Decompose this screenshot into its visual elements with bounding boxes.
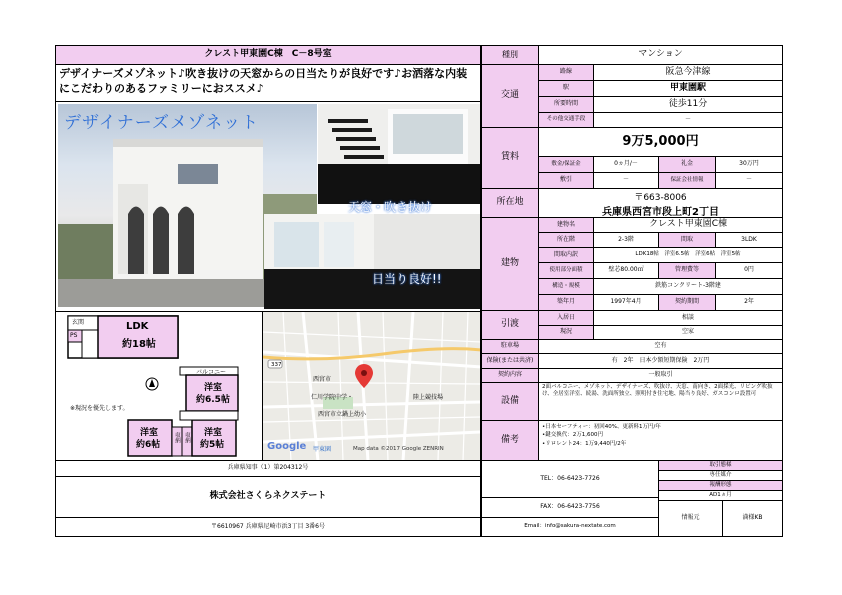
handover-label: 引渡 xyxy=(481,310,539,340)
map-label-1: 仁川学院中学・ xyxy=(311,394,354,401)
map-label-2: 陸上競技場 xyxy=(413,394,444,401)
map[interactable] xyxy=(263,312,481,461)
floor-value: 2-3階 xyxy=(593,232,659,248)
remarks-label: 備考 xyxy=(481,420,539,461)
room3-size: 約5帖 xyxy=(200,440,225,450)
area-label: 使用部分面積 xyxy=(538,262,594,279)
station-value: 甲東園駅 xyxy=(593,80,783,97)
parking-label: 駐車場 xyxy=(481,339,539,354)
license: 兵庫県知事（1）第204312号 xyxy=(55,460,481,477)
insurance2-label: 保険(または共済) xyxy=(481,353,539,369)
type-label: 種別 xyxy=(481,45,539,65)
floorplan-note: ※現況を優先します。 xyxy=(70,405,129,412)
address-label: 所在地 xyxy=(481,188,539,218)
deposit-value: 0ヵ月/－ xyxy=(593,156,659,173)
trade-mode-value: 専任媒介 xyxy=(658,470,783,481)
other-transport-value: － xyxy=(593,112,783,128)
map-label-4: 甲東園 xyxy=(313,446,332,453)
room2-size: 約6帖 xyxy=(136,440,161,450)
time-label: 所要時間 xyxy=(538,96,594,113)
entrance-label: 玄関 xyxy=(72,319,85,326)
structure-value: 鉄筋コンクリート-3階建 xyxy=(593,278,783,295)
source-label: 情報元 xyxy=(658,500,723,537)
shikibiki-label: 敷引 xyxy=(538,172,594,189)
other-transport-label: その他交通手段 xyxy=(538,112,594,128)
email[interactable]: Email：info@sakura-nextate.com xyxy=(481,517,659,537)
built-value: 1997年4月 xyxy=(593,294,659,311)
transport-label: 交通 xyxy=(481,64,539,128)
mgmt-fee-label: 管理費等 xyxy=(658,262,716,279)
key-money-value: 30万円 xyxy=(715,156,783,173)
type-value: マンション xyxy=(538,45,783,65)
catch-copy: デザイナーズメゾネット♪吹き抜けの天窓からの日当たりが良好です♪お洒落な内装にこだわりのあるファミリーにおススメ♪ xyxy=(55,65,481,102)
address-value: 兵庫県西宮市段上町2丁目 xyxy=(602,207,719,218)
key-money-label: 礼金 xyxy=(658,156,716,173)
remark-line: •鍵交換代：2万1,600円 xyxy=(542,432,603,439)
stair-photo xyxy=(318,104,480,204)
contract-label: 契約期間 xyxy=(658,294,716,311)
closet-label-2: 収納 xyxy=(184,432,190,443)
photo-caption-skylight: 天窓・吹き抜け xyxy=(348,200,433,214)
area-value: 壁芯80.00㎡ xyxy=(593,262,659,279)
fax: FAX：06-6423-7756 xyxy=(481,497,659,518)
address-cell xyxy=(538,188,783,218)
balcony-label: バルコニー xyxy=(196,369,227,376)
shikibiki-value: － xyxy=(593,172,659,189)
layout-value: 3LDK xyxy=(715,232,783,248)
room-photo xyxy=(264,214,480,309)
ldk-label: LDK xyxy=(126,321,149,332)
photo-panel xyxy=(55,102,481,312)
room1-label: 洋室 xyxy=(204,383,223,393)
fee-value: AD1ヵ月 xyxy=(658,490,783,501)
move-in-value: 相談 xyxy=(593,310,783,326)
ps-label: PS xyxy=(70,332,78,339)
station-label: 駅 xyxy=(538,80,594,97)
map-label-0: 西宮市 xyxy=(313,376,332,383)
listing-title: クレスト甲東園C棟 C－8号室 xyxy=(55,45,481,65)
time-value: 徒歩11分 xyxy=(593,96,783,113)
parking-value: 空有 xyxy=(538,339,783,354)
equipment-label: 設備 xyxy=(481,382,539,421)
remark-line: •リロレント24：1万9,440円/2年 xyxy=(542,440,627,447)
building-label: 建物 xyxy=(481,217,539,311)
bname-label: 建物名 xyxy=(538,217,594,233)
remarks-cell xyxy=(538,420,783,461)
trade-mode-label: 取引態様 xyxy=(658,460,783,471)
closet-label-1: 収納 xyxy=(174,432,180,443)
source-value: 満様KB xyxy=(722,500,783,537)
tel[interactable]: TEL：06-6423-7726 xyxy=(481,460,659,498)
room-detail-label: 間取内訳 xyxy=(538,247,594,263)
company-address: 〒6610967 兵庫県尼崎市浜3丁目 3番6号 xyxy=(55,517,481,537)
remark-line: •日本セーフティー：初回40%、更新料1万円/年 xyxy=(542,424,661,430)
ldk-size: 約18帖 xyxy=(122,339,156,350)
rent-value: 9万5,000円 xyxy=(538,127,783,157)
status-value: 空家 xyxy=(593,325,783,340)
move-in-label: 入居日 xyxy=(538,310,594,326)
google-logo: Google xyxy=(267,441,307,452)
room-detail-value: LDK18帖 洋室6.5帖 洋室6帖 洋室5帖 xyxy=(593,247,783,263)
layout-label: 間取 xyxy=(658,232,716,248)
map-label-3: 西宮市立鍋上幼小 xyxy=(318,411,367,418)
insurance2-value: 有 2年 日本少額短期保険 2万円 xyxy=(538,353,783,369)
photo-caption-sun: 日当り良好!! xyxy=(372,272,442,286)
line-value: 阪急今津線 xyxy=(593,64,783,81)
equipment-value: 2面バルコニー、メゾネット、デザイナーズ、吹抜け、天窓、南向き、2面採光、リビング吹抜け、全居室洋室、続湯、洗面所独立、照明付き住宅地、陽当り良好、ガスコンロ設置可 xyxy=(538,382,783,421)
postal-code: 〒663-8006 xyxy=(634,193,687,203)
fee-label: 報酬形態 xyxy=(658,480,783,491)
route-number: 337 xyxy=(271,362,282,368)
rent-label: 賃料 xyxy=(481,127,539,189)
photo-caption-main: デザイナーズメゾネット xyxy=(64,113,260,133)
room2-label: 洋室 xyxy=(140,428,159,438)
map-credit: Map data ©2017 Google ZENRIN xyxy=(353,446,444,452)
structure-label: 構造・規模 xyxy=(538,278,594,295)
bname-value: クレスト甲東園C棟 xyxy=(593,217,783,233)
built-label: 築年月 xyxy=(538,294,594,311)
mgmt-fee-value: 0円 xyxy=(715,262,783,279)
trade-label: 契約内容 xyxy=(481,368,539,383)
room1-size: 約6.5帖 xyxy=(196,395,230,405)
trade-value: 一般取引 xyxy=(538,368,783,383)
deposit-label: 敷金/保証金 xyxy=(538,156,594,173)
insurance-company-label: 保証会社情報 xyxy=(658,172,716,189)
insurance-company-value: － xyxy=(715,172,783,189)
floorplan xyxy=(55,312,263,461)
floor-label: 所在階 xyxy=(538,232,594,248)
contract-value: 2年 xyxy=(715,294,783,311)
status-label: 現況 xyxy=(538,325,594,340)
company-name: 株式会社さくらネクステート xyxy=(55,476,481,518)
line-label: 路線 xyxy=(538,64,594,81)
room3-label: 洋室 xyxy=(204,428,223,438)
